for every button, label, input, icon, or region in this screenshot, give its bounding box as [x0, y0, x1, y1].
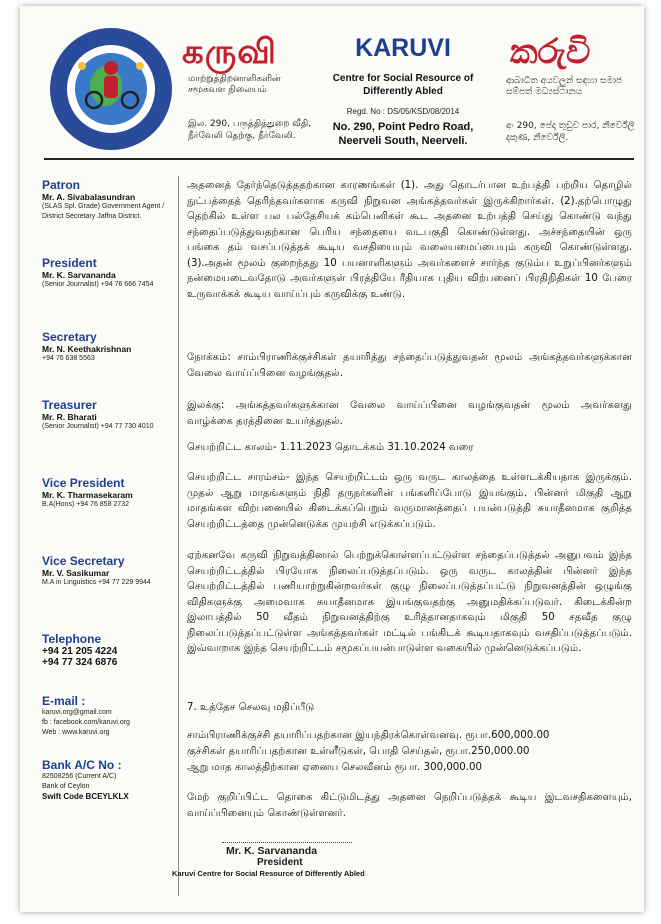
secretary-details: +94 76 638 5563 [42, 355, 95, 362]
signature-block [172, 842, 365, 878]
vice-secretary-heading: Vice Secretary [42, 554, 125, 568]
sidebar-telephone [42, 632, 180, 694]
paragraph-summary: செயற்றிட்ட சாரம்சம்- இந்த செயற்றிட்டம் ஒரு வருட காலத்தை உள்ளடக்கியதாக இருக்கும். முதல் ஆறு மாதங்களும் நிதி தருநர்களின் பங்களிப்போடு இயங்கும். பின்னர் மிகுதி ஆறு மாதங்கள விற்பனையில் கிடைக்கப்பெறும் வருமானத்தைப் பயன்படுத்தி சுயாதீனமாக குறித்த செயற்றிட்டத்தை முன்னெடுக்க முயற்சி எடுக்கப்படும். [187, 472, 632, 530]
budget-item-3: ஆறு மாத காலத்திற்கான ஏனைய செலவீனம் ரூபா. 300,000.00 [187, 762, 482, 773]
budget-item-2: குச்சிகள் தயாரிப்பதற்கான உள்ளீடுகள், பொதி செய்தல், ரூபா.250,000.00 [187, 746, 530, 757]
signature-line [222, 842, 352, 843]
paragraph-experience: ஏற்கனவே கருவி நிறுவத்தினால் பெற்றுக்கொள்ளப்பட்டுள்ள சந்தைப்படுத்தல் அனுபவம் இந்த செயற்றிட்டத்தில் பிரயோக நிலைப்படுத்தப்படும். ஒரு வருட காலத்தின் பின்னர் இந்த செயற்றிட்டத்தில் பணியாற்றுகின்றவர்கள் குழு நிலைப்படுத்தப்பட்டு நிறுவனத்தின் ஒழுங்கு விதிகளுக்கு அமைவாக சுயாதீனமாக இயங்குவதற்கு அனுமதிக்கப்படுவர். கிடைக்கின்ற இலாபத்தில் 50 வீதம் நிறுவனத்திற்கு உரித்தானதாகவும் மிகுதி 50 சதவீத குழு நிலைப்படுத்தப்பட்டுள்ள அங்கத்தவர்கள் மட்டில் பங்கிடக் கூடியதாகவும் வசதிப்படுத்தப்படும். இவ்வாறாக இந்த செயற்றிட்டம் சமூகப்பயன்பாடுள்ள வகையில் முன்னெடுக்கப்படும். [187, 550, 632, 654]
brand-tamil-subtitle: மாற்றுத்திறனாளிகளின் சமூகவள நிலையம் [188, 74, 281, 95]
address-tamil: இல. 290, பருத்தித்துறை வீதி, நீர்வேலி தெற்கு, நீர்வேலி. [188, 119, 312, 141]
brand-sinhala-subtitle: ආබාධිත අයවලුන් සඳහා සමාජ සම්පත් මධ්‍යස්ථානය [506, 76, 623, 97]
sidebar-vice-president [42, 476, 180, 554]
bank-heading: Bank A/C No : [42, 758, 122, 772]
president-name: Mr. K. Sarvananda [42, 270, 116, 280]
president-details: (Senior Journalist) +94 76 666 7454 [42, 281, 154, 288]
signatory-organisation: Karuvi Centre for Social Resource of Differently Abled [172, 869, 365, 878]
sidebar-vice-secretary [42, 554, 180, 632]
address-english: No. 290, Point Pedro Road, Neerveli South, Neerveli. [332, 121, 474, 147]
vice-president-heading: Vice President [42, 476, 125, 490]
treasurer-name: Mr. R. Bharati [42, 412, 97, 422]
bank-swift-code: Swift Code BCEYLKLX [42, 792, 129, 801]
bank-account-number: 82508256 (Current A/C) [42, 773, 117, 780]
paragraph-reasons: அதனைத் தேர்ந்தெடுத்ததற்கான காரணங்கள் (1). அது தொடர்பான உற்பத்தி பற்றிய தொழில் நுட்பத்தைத் தெரிந்தவர்களாக கருவி நிறுவன அங்கத்தவர்கள் இருக்கிறார்கள். (2).தற்பொழுது தெற்கில் உள்ள பல பல்தேசியக் கம்பெனிகள் கூட அதனை உற்பத்தி செய்து கொண்டு வந்து சந்தைப்படுத்துவதற்கான பெரிய சந்தையை வடபகுதி கொண்டுள்ளது. அச்சந்தையின் ஒரு பங்கை தம் வசப்படுத்தக் கூடிய வசதியையும் வலையமைப்பையும் கருவி கொண்டுள்ளது. (3).அதன் மூலம் குறைந்தது 10 பயனாளிகளும் அவர்களைச் சார்ந்த குடும்ப உறுப்பினர்களும் நன்மையடைவதோடு அவர்களுள் பிரத்தியே ரீதியாக புதிய விற்பனைப் பிரதிநிதிகள் 10 பேரை உருவாக்கக் கூடிய வாய்ப்பும் கருவிக்கு உண்டு. [187, 180, 632, 300]
sidebar-bank [42, 758, 180, 801]
patron-name: Mr. A. Sivabalasundran [42, 192, 136, 202]
vice-secretary-name: Mr. V. Sasikumar [42, 568, 110, 578]
sidebar-email [42, 694, 180, 758]
letter-page [20, 6, 644, 912]
sidebar-secretary [42, 330, 180, 398]
sidebar-president [42, 256, 180, 330]
brand-sinhala: කරුවි [510, 32, 591, 72]
section-heading-budget: 7. உத்தேச செலவு மதிப்பீடு [187, 702, 315, 713]
facebook-link[interactable]: fb : facebook.com/karuvi.org [42, 719, 130, 726]
budget-item-1: சாம்பிராணிக்குச்சி தயாரிப்பதற்கான இயந்திரக்கொள்வனவு. ரூபா.600,000.00 [187, 730, 550, 741]
telephone-line-1: +94 21 205 4224 [42, 646, 118, 657]
email-address[interactable]: karuvi.org@gmail.com [42, 709, 112, 716]
sidebar-divider [178, 176, 179, 896]
paragraph-period: செயற்றிட்ட காலம்- 1.11.2023 தொடக்கம் 31.10.2024 வரை [187, 442, 474, 453]
email-heading: E-mail : [42, 694, 86, 708]
patron-heading: Patron [42, 178, 81, 192]
sidebar-patron [42, 178, 180, 256]
secretary-heading: Secretary [42, 330, 97, 344]
bank-name: Bank of Ceylon [42, 783, 90, 790]
brand-tamil: கருவி [182, 32, 277, 72]
vice-president-name: Mr. K. Tharmasekaram [42, 490, 133, 500]
sidebar [42, 178, 180, 801]
signatory-title: President [257, 857, 303, 868]
signatory-name: Mr. K. Sarvananda [226, 845, 318, 857]
sidebar-treasurer [42, 398, 180, 476]
paragraph-closing: மேற் குறிப்பிட்ட தொகை கிட்டுமிடத்து அதனை நெறிப்படுத்தக் கூடிய இடவசதிகளையும், வாய்ப்பினையும் கொண்டுள்ளனர். [187, 792, 632, 819]
telephone-line-2: +94 77 324 6876 [42, 657, 118, 668]
vice-secretary-details: M.A in Linguistics +94 77 229 9944 [42, 579, 151, 586]
treasurer-heading: Treasurer [42, 398, 97, 412]
treasurer-details: (Senior Journalist) +94 77 730 4010 [42, 423, 154, 430]
address-sinhala: අං 290, පේද්‍රු තුඩුව පාර, නීර්වේලි දකුණ, නීර්වේලි. [506, 121, 635, 143]
paragraph-target: இலக்கு: அங்கத்தவர்களுக்கான வேலை வாய்ப்பினை வழங்குவதன் மூலம் அவர்களது வாழ்க்கை தரத்தினை உயர்த்துதல். [187, 400, 632, 427]
brand-english-subtitle: Centre for Social Resource of Differently Abled [332, 73, 474, 97]
vice-president-details: B.A(Hons) +94 76 858 2732 [42, 501, 129, 508]
header-divider [44, 158, 634, 160]
karuvi-logo-icon [48, 26, 174, 152]
registration-number: Regd. No : DS/05/KSD/08/2014 [346, 107, 460, 116]
patron-details: (SLAS Spl. Grade) Government Agent / District Secretary Jaffna District. [42, 203, 165, 220]
brand-english: KARUVI [355, 34, 451, 62]
president-heading: President [42, 256, 97, 270]
telephone-heading: Telephone [42, 632, 102, 646]
secretary-name: Mr. N. Keethakrishnan [42, 344, 132, 354]
website-link[interactable]: Web : www.karuvi.org [42, 729, 110, 736]
paragraph-objective: நோக்கம்: சாம்பிராணிக்குச்சிகள் தயாரித்து சந்தைப்படுத்துவதன் மூலம் அங்கத்தவர்களுக்கான வேலை வாய்ப்பினை வழங்குதல். [187, 352, 632, 379]
